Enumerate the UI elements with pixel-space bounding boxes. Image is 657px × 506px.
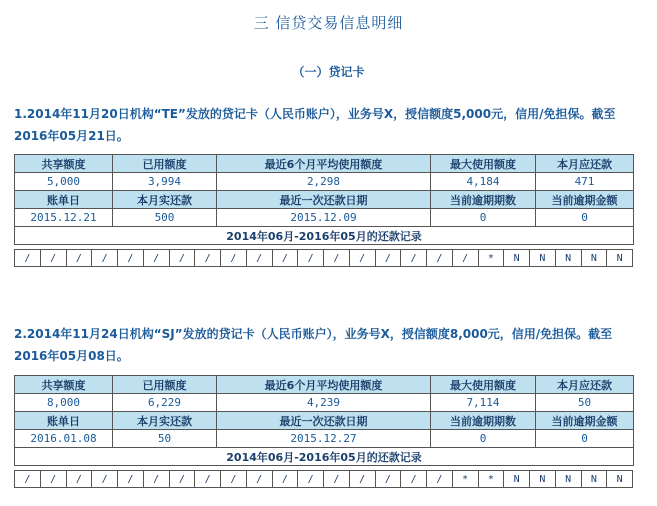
payment-row — [15, 250, 633, 267]
header-cell: 最近一次还款日期 — [217, 191, 431, 209]
repayment-record-grid — [14, 470, 633, 488]
payment-cell: / — [246, 250, 272, 267]
header-cell: 最近一次还款日期 — [217, 412, 431, 430]
payment-cell: / — [118, 250, 144, 267]
payment-cell: / — [298, 471, 324, 488]
card-description: 1.2014年11月20日机构“TE”发放的贷记卡（人民币账户），业务号X，授信额度5,000元，信用/免担保。截至2016年05月21日。 — [14, 107, 616, 143]
value-cell: 0 — [536, 209, 634, 227]
value-cell: 0 — [536, 430, 634, 448]
payment-cell: / — [118, 471, 144, 488]
payment-cell: N — [581, 471, 607, 488]
header-cell: 最大使用额度 — [431, 155, 536, 173]
header-cell: 最大使用额度 — [431, 376, 536, 394]
value-cell: 500 — [113, 209, 217, 227]
header-cell: 已用额度 — [113, 155, 217, 173]
payment-cell: N — [607, 471, 633, 488]
payment-cell: N — [555, 250, 581, 267]
payment-cell: / — [66, 250, 92, 267]
header-cell: 最近6个月平均使用额度 — [217, 376, 431, 394]
record-title-row — [15, 448, 634, 466]
payment-cell: / — [40, 471, 66, 488]
payment-cell: N — [530, 471, 556, 488]
value-cell: 8,000 — [15, 394, 113, 412]
card-summary-table — [14, 154, 634, 245]
section-title: 三 信贷交易信息明细 — [253, 14, 404, 32]
header-cell: 共享额度 — [15, 376, 113, 394]
repayment-record-grid — [14, 249, 633, 267]
value-cell: 7,114 — [431, 394, 536, 412]
payment-cell: / — [272, 250, 298, 267]
repayment-record-title: 2014年06月-2016年05月的还款记录 — [15, 227, 634, 245]
subsection-title: （一）贷记卡 — [292, 65, 365, 79]
value-cell: 2016.01.08 — [15, 430, 113, 448]
value-cell: 6,229 — [113, 394, 217, 412]
payment-cell: / — [272, 471, 298, 488]
value-cell: 50 — [113, 430, 217, 448]
value-cell: 3,994 — [113, 173, 217, 191]
value-cell: 4,184 — [431, 173, 536, 191]
payment-cell: / — [66, 471, 92, 488]
value-cell: 0 — [431, 209, 536, 227]
payment-cell: / — [169, 250, 195, 267]
card-description: 2.2014年11月24日机构“SJ”发放的贷记卡（人民币账户），业务号X，授信额度8,000元，信用/免担保。截至2016年05月08日。 — [14, 327, 613, 363]
payment-cell: / — [324, 250, 350, 267]
payment-cell: N — [504, 250, 530, 267]
value-cell: 2,298 — [217, 173, 431, 191]
header-cell: 当前逾期金额 — [536, 191, 634, 209]
value-cell: 5,000 — [15, 173, 113, 191]
header-cell: 本月实还款 — [113, 412, 217, 430]
payment-cell: / — [169, 471, 195, 488]
payment-row — [15, 471, 633, 488]
payment-cell: / — [92, 471, 118, 488]
payment-cell: / — [349, 471, 375, 488]
repayment-record-title: 2014年06月-2016年05月的还款记录 — [15, 448, 634, 466]
header-cell: 当前逾期期数 — [431, 412, 536, 430]
payment-cell: / — [452, 250, 478, 267]
payment-cell: * — [478, 250, 504, 267]
payment-cell: / — [15, 250, 41, 267]
payment-cell: / — [427, 250, 453, 267]
header-cell: 本月实还款 — [113, 191, 217, 209]
payment-cell: / — [246, 471, 272, 488]
payment-cell: N — [607, 250, 633, 267]
table-header-row — [15, 191, 634, 209]
payment-cell: / — [15, 471, 41, 488]
payment-cell: / — [349, 250, 375, 267]
header-cell: 账单日 — [15, 412, 113, 430]
header-cell: 账单日 — [15, 191, 113, 209]
payment-cell: / — [375, 471, 401, 488]
header-cell: 当前逾期金额 — [536, 412, 634, 430]
payment-cell: / — [195, 250, 221, 267]
table-header-row — [15, 155, 634, 173]
table-header-row — [15, 376, 634, 394]
header-cell: 本月应还款 — [536, 155, 634, 173]
payment-cell: N — [581, 250, 607, 267]
payment-cell: / — [40, 250, 66, 267]
payment-cell: / — [92, 250, 118, 267]
payment-cell: / — [195, 471, 221, 488]
payment-cell: / — [221, 471, 247, 488]
header-cell: 已用额度 — [113, 376, 217, 394]
payment-cell: / — [221, 250, 247, 267]
table-row — [15, 173, 634, 191]
payment-cell: N — [555, 471, 581, 488]
payment-cell: N — [504, 471, 530, 488]
header-cell: 共享额度 — [15, 155, 113, 173]
header-cell: 最近6个月平均使用额度 — [217, 155, 431, 173]
table-row — [15, 209, 634, 227]
record-title-row — [15, 227, 634, 245]
value-cell: 2015.12.09 — [217, 209, 431, 227]
value-cell: 471 — [536, 173, 634, 191]
value-cell: 4,239 — [217, 394, 431, 412]
value-cell: 0 — [431, 430, 536, 448]
payment-cell: / — [427, 471, 453, 488]
payment-cell: / — [375, 250, 401, 267]
payment-cell: / — [143, 250, 169, 267]
value-cell: 2015.12.27 — [217, 430, 431, 448]
payment-cell: * — [478, 471, 504, 488]
table-row — [15, 394, 634, 412]
payment-cell: / — [401, 471, 427, 488]
payment-cell: / — [143, 471, 169, 488]
header-cell: 本月应还款 — [536, 376, 634, 394]
payment-cell: N — [530, 250, 556, 267]
header-cell: 当前逾期期数 — [431, 191, 536, 209]
payment-cell: / — [401, 250, 427, 267]
payment-cell: / — [324, 471, 350, 488]
value-cell: 2015.12.21 — [15, 209, 113, 227]
card-summary-table — [14, 375, 634, 466]
value-cell: 50 — [536, 394, 634, 412]
payment-cell: * — [452, 471, 478, 488]
table-row — [15, 430, 634, 448]
table-header-row — [15, 412, 634, 430]
payment-cell: / — [298, 250, 324, 267]
